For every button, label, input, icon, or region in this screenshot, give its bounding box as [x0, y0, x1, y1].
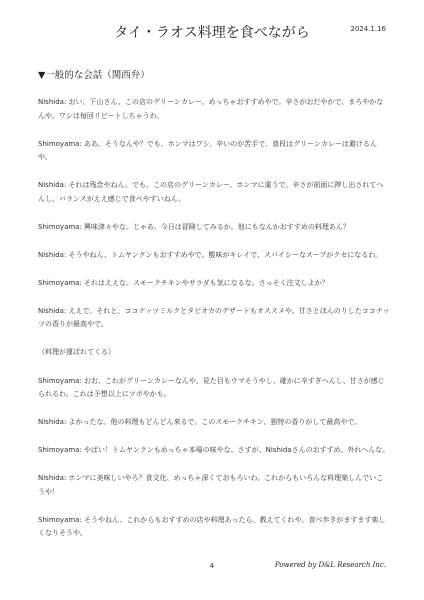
stage-direction — [38, 346, 390, 360]
speaker-name: Nishida — [38, 474, 64, 482]
speaker-name: Shimoyama — [38, 515, 80, 524]
speaker-name: Shimoyama — [38, 278, 80, 287]
dialogue-text: : ああ、そうなんや？でも、ホンマはワシ、辛いのが苦手で、普段はグリーンカレーは避けるんや。 — [38, 139, 377, 161]
dialogue-text: : おい、下山さん、この店のグリーンカレー、めっちゃおすすめやで。辛さがおだやかで、まろやかなんや。ワシは毎回リピートしちゃうわ。 — [38, 98, 384, 120]
dialogue-line — [38, 138, 390, 165]
speaker-name: Nishida — [38, 181, 64, 189]
speaker-name: Nishida — [38, 98, 64, 106]
dialogue-body — [38, 96, 390, 555]
document-date: 2024.1.16 — [350, 25, 386, 33]
stage-direction-text: （料理が運ばれてくる） — [38, 348, 115, 356]
powered-by-credit: Powered by D&L Research Inc. — [274, 561, 386, 569]
dialogue-text: : おお、これがグリーンカレーなんや。見た目もウマそうやし、確かに辛すぎへんし、甘さが感じられるわ。これは予想以上にツボやかも。 — [38, 376, 385, 398]
speaker-name: Shimoyama — [38, 139, 80, 148]
dialogue-line — [38, 249, 390, 263]
dialogue-line — [38, 305, 390, 332]
speaker-name: Shimoyama — [38, 376, 80, 385]
dialogue-line — [38, 375, 390, 402]
dialogue-text: : やばい！トムヤンクンもめっちゃ本場の味やな。さすが、Nishidaさんのおすすめ、外れへんな。 — [79, 446, 390, 454]
speaker-name: Shimoyama — [38, 222, 80, 231]
page-number: 4 — [209, 562, 215, 570]
speaker-name: Nishida — [38, 418, 64, 426]
page-title: タイ・ラオス料理を食べながら — [114, 25, 310, 41]
dialogue-text: : それは残念やねん。でも、この店のグリーンカレー、ホンマに違うで。辛さが前面に押し出されてへんし、バランスがええ感じで食べやすいねん。 — [38, 181, 384, 203]
dialogue-text: : 興味津々やな。じゃあ、今日は冒険してみるか。他にもなんかおすすめの料理あん？ — [79, 222, 350, 231]
speaker-name: Nishida — [38, 306, 64, 315]
dialogue-line — [38, 221, 390, 235]
dialogue-line — [38, 96, 390, 123]
speaker-name: Shimoyama — [38, 446, 80, 454]
dialogue-line — [38, 277, 390, 291]
dialogue-text: : よかったな。他の料理もどんどん来るで。このスモークチキン、独特の香りがして最高やで。 — [63, 418, 362, 426]
dialogue-text: : それはええな。スモークチキンやサラダも気になるな。さっそく注文しよか？ — [79, 278, 329, 287]
speaker-name: Nishida — [38, 250, 64, 259]
dialogue-line — [38, 472, 390, 499]
section-heading: ▼一般的な会話（関西弁） — [38, 70, 150, 81]
dialogue-text: : そうやねん。これからもおすすめの店や料理あったら、教えてくれや。食べ歩きがますます楽しくなりそうや。 — [38, 515, 386, 537]
dialogue-line — [38, 444, 390, 458]
dialogue-text: : そうやねん、トムヤンクンもおすすめやで。酸味がキレイで、スパイシーなスープがクセになるわ。 — [63, 250, 382, 259]
dialogue-text: : ホンマに美味しいやろ？食文化、めっちゃ深くておもろいわ。これからもいろんな料理楽しんでいこうや！ — [38, 474, 384, 496]
dialogue-line — [38, 514, 390, 541]
dialogue-text: : ええで。それと、ココナッツミルクとタピオカのデザートもオススメや。甘さとほんのりしたココナッツの香りが最高やで。 — [38, 306, 390, 328]
dialogue-line — [38, 179, 390, 206]
dialogue-line — [38, 416, 390, 430]
